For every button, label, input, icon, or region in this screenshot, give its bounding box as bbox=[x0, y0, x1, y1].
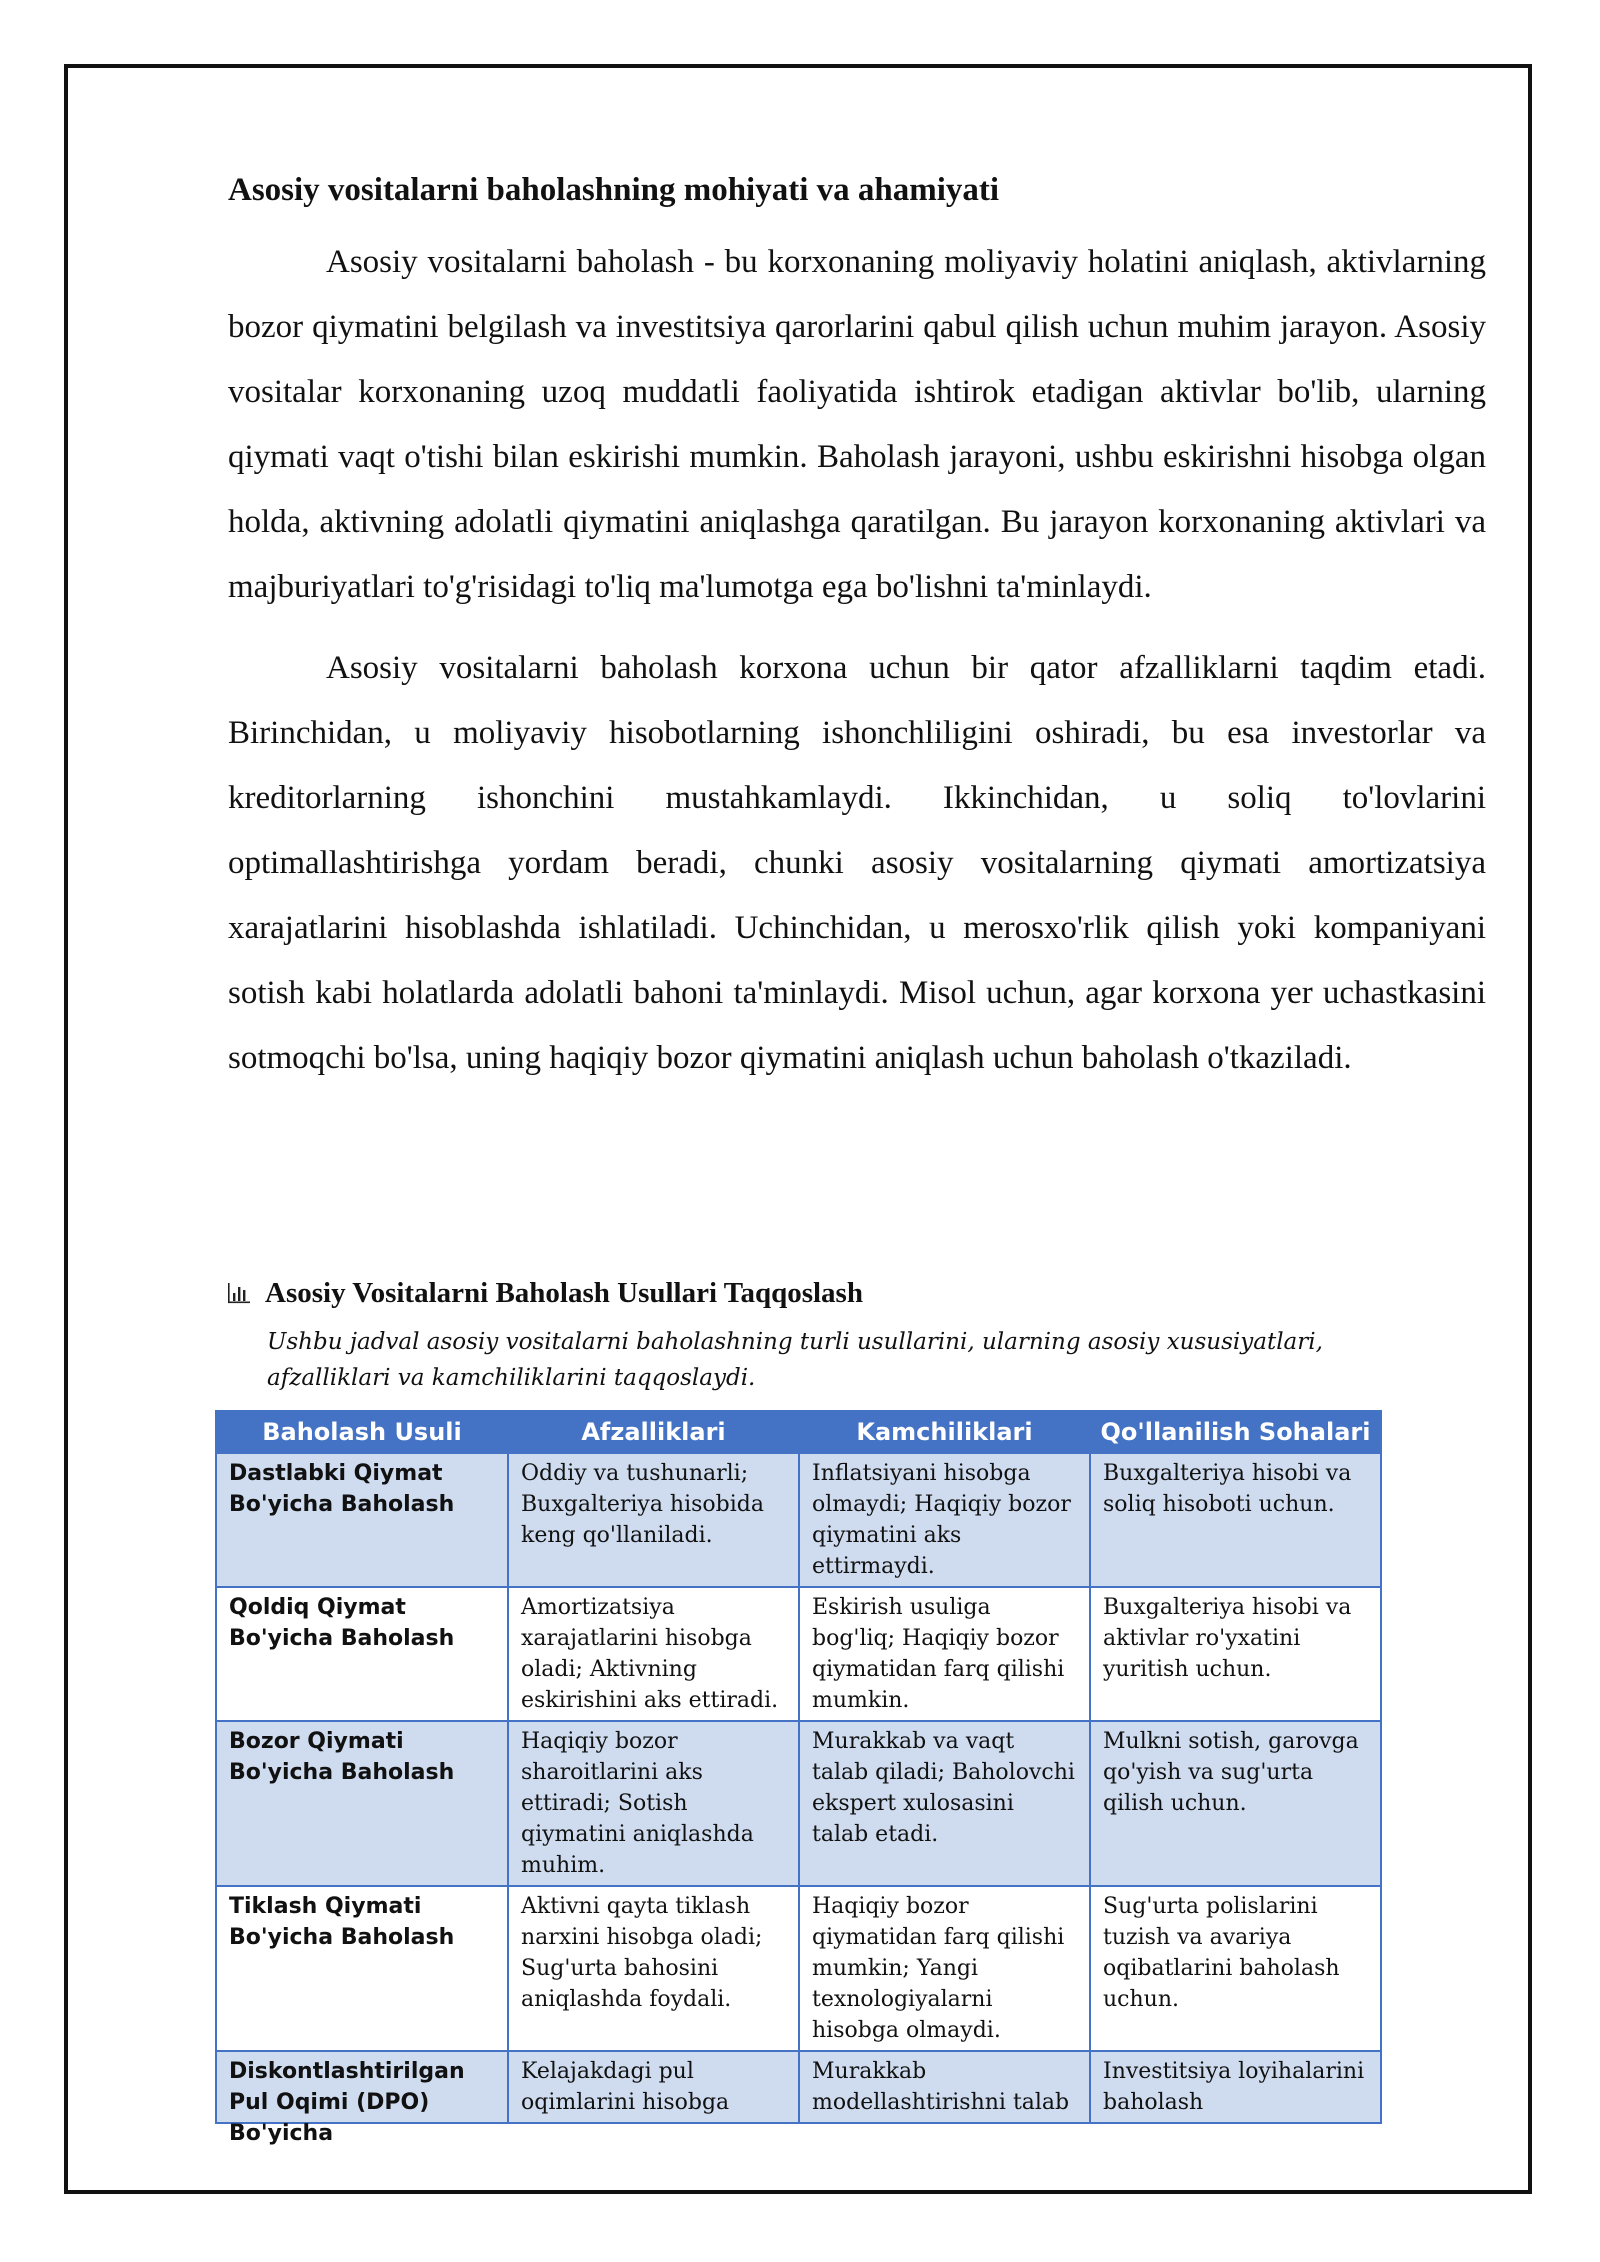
cell-disadvantages: Eskirish usuliga bog'liq; Haqiqiy bozor qiymatidan farq qilishi mumkin. bbox=[799, 1587, 1090, 1721]
cell-method-text: Diskontlashtirilgan Pul Oqimi (DPO) Bo'yicha bbox=[229, 2059, 465, 2146]
cell-applications: Mulkni sotish, garovga qo'yish va sug'urta qilish uchun. bbox=[1090, 1721, 1381, 1886]
cell-applications: Buxgalteriya hisobi va aktivlar ro'yxatini yuritish uchun. bbox=[1090, 1587, 1381, 1721]
table-row bbox=[216, 1886, 1381, 2051]
cell-disadvantages bbox=[799, 2051, 1090, 2123]
bar-chart-icon bbox=[227, 1281, 251, 1305]
table-row bbox=[216, 1721, 1381, 1886]
cell-advantages: Oddiy va tushunarli; Buxgalteriya hisobida keng qo'llaniladi. bbox=[508, 1453, 799, 1587]
cell-advantages-text: Kelajakdagi pul oqimlarini hisobga bbox=[521, 2059, 730, 2115]
cell-disadvantages: Haqiqiy bozor qiymatidan farq qilishi mumkin; Yangi texnologiyalarni hisobga olmaydi. bbox=[799, 1886, 1090, 2051]
methods-table bbox=[215, 1410, 1382, 2146]
table-row bbox=[216, 2051, 1381, 2123]
table-header-row bbox=[216, 1411, 1381, 1453]
page-title: Asosiy vositalarni baholashning mohiyati va ahamiyati bbox=[228, 172, 1000, 208]
paragraph-2: Asosiy vositalarni baholash korxona uchun bir qator afzalliklarni taqdim etadi. Birinchidan, u moliyaviy hisobotlarning ishonchliligini oshiradi, bu esa investorlar va kreditorlarning ishonchini mustahkamlaydi. Ikkinchidan, u soliq to'lovlarini optimallashtirishga yordam beradi, chunki asosiy vositalarning qiymati amortizatsiya xarajatlarini hisoblashda ishlatiladi. Uchinchidan, u merosxo'rlik qilish yoki kompaniyani sotish kabi holatlarda adolatli bahoni ta'minlaydi. Misol uchun, agar korxona yer uchastkasini sotmoqchi bo'lsa, uning haqiqiy bozor qiymatini aniqlash uchun baholash o'tkaziladi. bbox=[228, 650, 1486, 1076]
cell-applications bbox=[1090, 2051, 1381, 2123]
cell-applications-text: Investitsiya loyihalarini baholash bbox=[1103, 2059, 1365, 2115]
paragraph-1: Asosiy vositalarni baholash - bu korxonaning moliyaviy holatini aniqlash, aktivlarning bozor qiymatini belgilash va investitsiya qarorlarini qabul qilish uchun muhim jarayon. Asosiy vositalar korxonaning uzoq muddatli faoliyatida ishtirok etadigan aktivlar bo'lib, ularning qiymati vaqt o'tishi bilan eskirishi mumkin. Baholash jarayoni, ushbu eskirishni hisobga olgan holda, aktivning adolatli qiymatini aniqlashga qaratilgan. Bu jarayon korxonaning aktivlari va majburiyatlari to'g'risidagi to'liq ma'lumotga ega bo'lishni ta'minlaydi. bbox=[228, 244, 1486, 605]
document-body bbox=[228, 168, 1486, 1107]
cell-disadvantages: Murakkab va vaqt talab qiladi; Baholovchi ekspert xulosasini talab etadi. bbox=[799, 1721, 1090, 1886]
table-row bbox=[216, 1453, 1381, 1587]
cell-method: Bozor Qiymati Bo'yicha Baholash bbox=[216, 1721, 508, 1886]
column-header-advantages: Afzalliklari bbox=[508, 1411, 799, 1453]
cell-applications: Buxgalteriya hisobi va soliq hisoboti uchun. bbox=[1090, 1453, 1381, 1587]
cell-advantages: Aktivni qayta tiklash narxini hisobga oladi; Sug'urta bahosini aniqlashda foydali. bbox=[508, 1886, 799, 2051]
table-title-text: Asosiy Vositalarni Baholash Usullari Taqqoslash bbox=[265, 1277, 863, 1309]
cell-disadvantages-text: Murakkab modellashtirishni talab bbox=[812, 2059, 1070, 2115]
cell-method: Dastlabki Qiymat Bo'yicha Baholash bbox=[216, 1453, 508, 1587]
cell-disadvantages: Inflatsiyani hisobga olmaydi; Haqiqiy bozor qiymatini aks ettirmaydi. bbox=[799, 1453, 1090, 1587]
column-header-applications: Qo'llanilish Sohalari bbox=[1090, 1411, 1381, 1453]
cell-advantages: Haqiqiy bozor sharoitlarini aks ettiradi; Sotish qiymatini aniqlashda muhim. bbox=[508, 1721, 799, 1886]
cell-method: Tiklash Qiymati Bo'yicha Baholash bbox=[216, 1886, 508, 2051]
comparison-table-section bbox=[215, 1272, 1380, 2146]
cell-applications: Sug'urta polislarini tuzish va avariya oqibatlarini baholash uchun. bbox=[1090, 1886, 1381, 2051]
cell-method bbox=[216, 2051, 508, 2146]
table-title bbox=[227, 1272, 1380, 1314]
cell-advantages bbox=[508, 2051, 799, 2123]
table-description: Ushbu jadval asosiy vositalarni baholashning turli usullarini, ularning asosiy xususiyatlari, afzalliklari va kamchiliklarini taqqoslaydi. bbox=[267, 1329, 1323, 1391]
cell-method: Qoldiq Qiymat Bo'yicha Baholash bbox=[216, 1587, 508, 1721]
table-row bbox=[216, 1587, 1381, 1721]
cell-advantages: Amortizatsiya xarajatlarini hisobga oladi; Aktivning eskirishini aks ettiradi. bbox=[508, 1587, 799, 1721]
column-header-disadvantages: Kamchiliklari bbox=[799, 1411, 1090, 1453]
column-header-method: Baholash Usuli bbox=[216, 1411, 508, 1453]
